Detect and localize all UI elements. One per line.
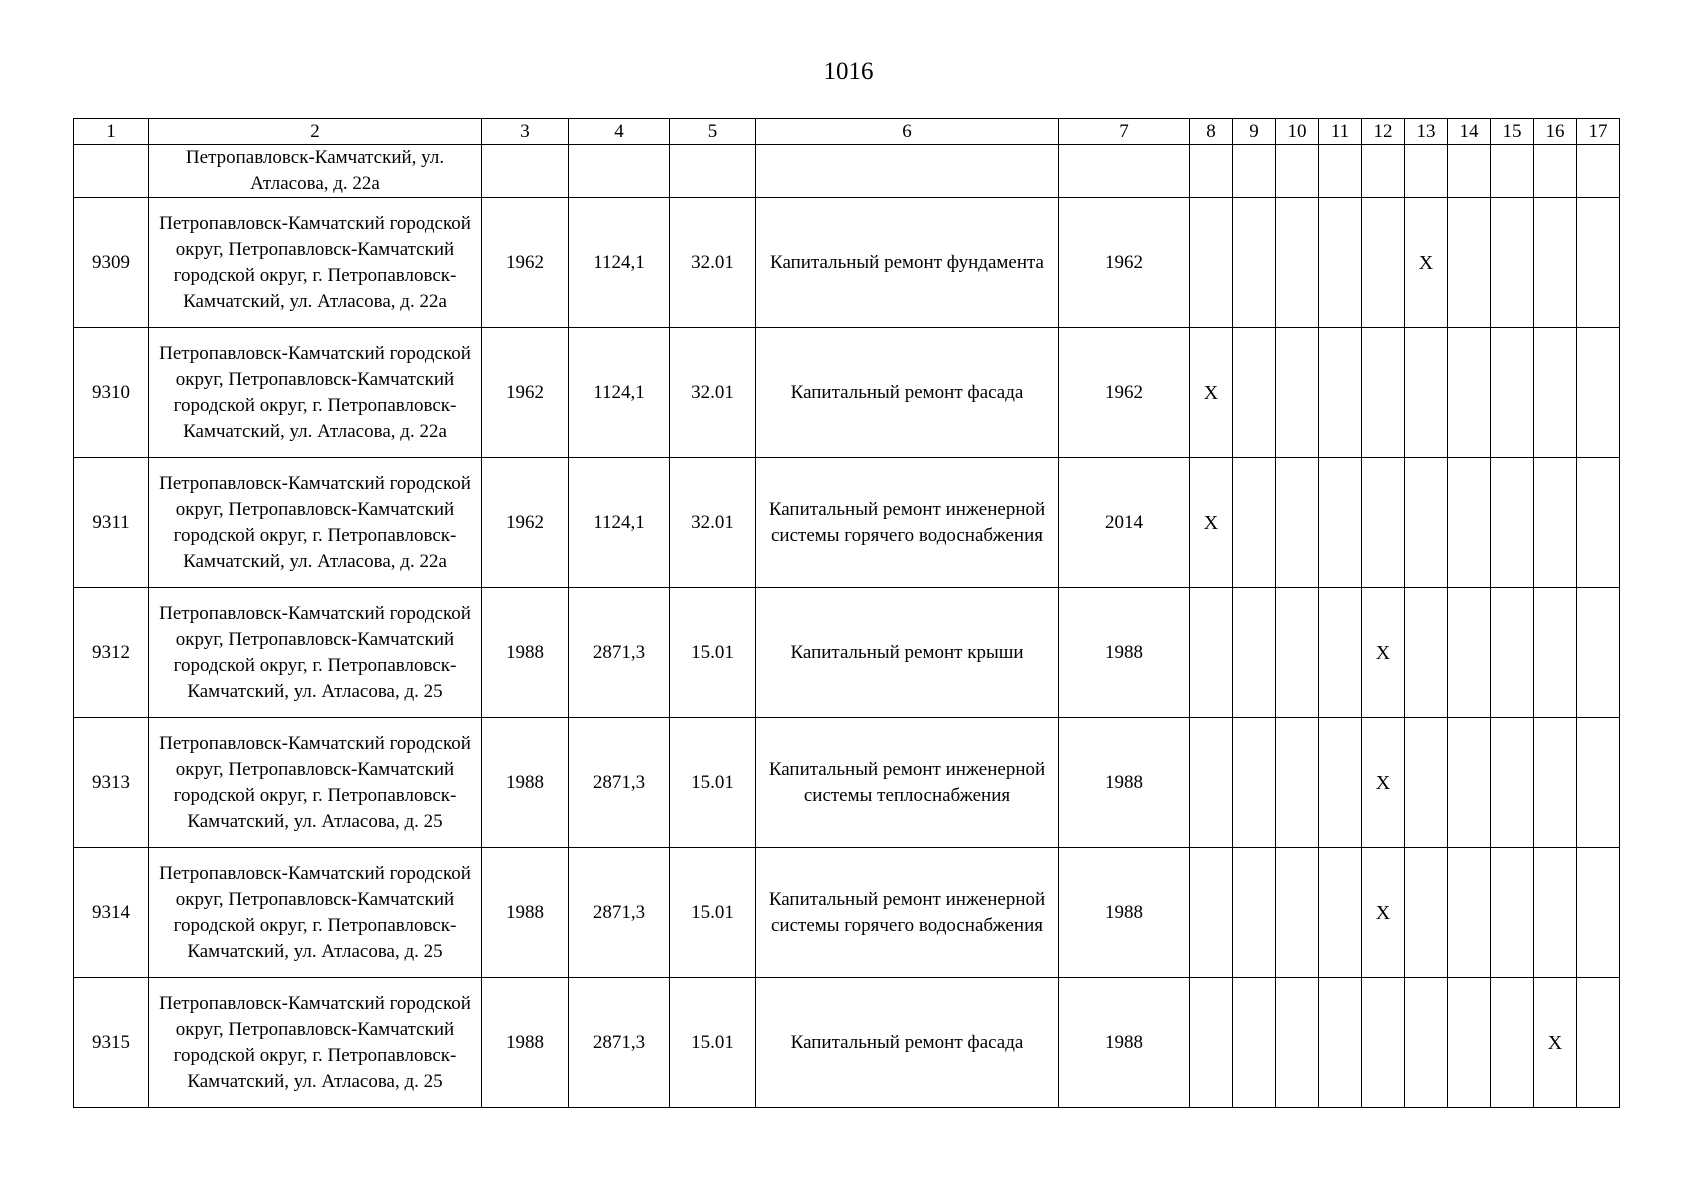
mark-cell [1276, 145, 1319, 198]
area-cell: 1124,1 [569, 458, 670, 588]
mark-cell: X [1405, 198, 1448, 328]
mark-cell [1577, 978, 1620, 1108]
area-cell: 2871,3 [569, 978, 670, 1108]
mark-cell: X [1190, 458, 1233, 588]
work-type-cell: Капитальный ремонт фасада [756, 978, 1059, 1108]
mark-cell [1233, 848, 1276, 978]
mark-cell [1319, 328, 1362, 458]
continuation-row [74, 145, 1620, 198]
mark-cell [1233, 458, 1276, 588]
build-year-cell: 1962 [482, 458, 569, 588]
mark-cell [1491, 978, 1534, 1108]
mark-cell [1276, 328, 1319, 458]
mark-cell [1405, 145, 1448, 198]
mark-cell [1362, 328, 1405, 458]
mark-cell [1491, 718, 1534, 848]
column-header: 8 [1190, 119, 1233, 145]
mark-cell [1448, 588, 1491, 718]
mark-cell [1319, 198, 1362, 328]
empty-cell [1059, 145, 1190, 198]
work-type-cell: Капитальный ремонт инженерной системы теплоснабжения [756, 718, 1059, 848]
id-cell: 9309 [74, 198, 149, 328]
mark-cell [1319, 588, 1362, 718]
column-header: 13 [1405, 119, 1448, 145]
address-cell: Петропавловск-Камчатский, ул. Атласова, д. 22а [149, 145, 482, 198]
mark-cell [1577, 848, 1620, 978]
mark-cell [1319, 848, 1362, 978]
address-cell: Петропавловск-Камчатский городской округ, Петропавловск-Камчатский городской округ, г. Петропавловск-Камчатский, ул. Атласова, д. 22а [149, 328, 482, 458]
id-cell: 9312 [74, 588, 149, 718]
column-header: 1 [74, 119, 149, 145]
mark-cell [1405, 978, 1448, 1108]
mark-cell [1405, 458, 1448, 588]
column-header: 17 [1577, 119, 1620, 145]
mark-cell [1276, 458, 1319, 588]
column-header: 5 [670, 119, 756, 145]
address-cell: Петропавловск-Камчатский городской округ, Петропавловск-Камчатский городской округ, г. Петропавловск-Камчатский, ул. Атласова, д. 25 [149, 978, 482, 1108]
table-header [74, 119, 1620, 145]
mark-cell [1491, 588, 1534, 718]
mark-cell [1448, 328, 1491, 458]
code-cell: 15.01 [670, 848, 756, 978]
mark-cell [1491, 458, 1534, 588]
work-type-cell: Капитальный ремонт фасада [756, 328, 1059, 458]
build-year-cell: 1962 [482, 198, 569, 328]
table-row [74, 978, 1620, 1108]
mark-cell [1577, 718, 1620, 848]
last-repair-year-cell: 1962 [1059, 198, 1190, 328]
last-repair-year-cell: 1988 [1059, 848, 1190, 978]
last-repair-year-cell: 1988 [1059, 588, 1190, 718]
mark-cell [1448, 848, 1491, 978]
area-cell: 1124,1 [569, 328, 670, 458]
empty-cell [756, 145, 1059, 198]
table-row [74, 328, 1620, 458]
table-row [74, 458, 1620, 588]
id-cell [74, 145, 149, 198]
build-year-cell: 1988 [482, 588, 569, 718]
mark-cell [1362, 198, 1405, 328]
address-cell: Петропавловск-Камчатский городской округ, Петропавловск-Камчатский городской округ, г. Петропавловск-Камчатский, ул. Атласова, д. 25 [149, 848, 482, 978]
mark-cell: X [1362, 848, 1405, 978]
code-cell: 32.01 [670, 198, 756, 328]
mark-cell [1276, 588, 1319, 718]
code-cell: 15.01 [670, 588, 756, 718]
last-repair-year-cell: 1962 [1059, 328, 1190, 458]
mark-cell [1534, 198, 1577, 328]
column-header: 16 [1534, 119, 1577, 145]
mark-cell [1190, 848, 1233, 978]
column-header: 14 [1448, 119, 1491, 145]
mark-cell [1190, 718, 1233, 848]
mark-cell [1190, 978, 1233, 1108]
column-header: 12 [1362, 119, 1405, 145]
mark-cell [1362, 145, 1405, 198]
mark-cell [1276, 718, 1319, 848]
mark-cell [1577, 588, 1620, 718]
mark-cell [1233, 328, 1276, 458]
column-header: 10 [1276, 119, 1319, 145]
mark-cell: X [1362, 718, 1405, 848]
mark-cell [1577, 145, 1620, 198]
mark-cell [1448, 198, 1491, 328]
id-cell: 9310 [74, 328, 149, 458]
column-header: 11 [1319, 119, 1362, 145]
mark-cell [1190, 588, 1233, 718]
page-number: 1016 [823, 58, 874, 85]
mark-cell [1491, 198, 1534, 328]
column-header: 6 [756, 119, 1059, 145]
mark-cell [1491, 328, 1534, 458]
area-cell: 2871,3 [569, 848, 670, 978]
column-header: 3 [482, 119, 569, 145]
area-cell: 2871,3 [569, 718, 670, 848]
last-repair-year-cell: 1988 [1059, 718, 1190, 848]
mark-cell [1534, 145, 1577, 198]
build-year-cell: 1988 [482, 978, 569, 1108]
register-table [73, 118, 1620, 1108]
mark-cell: X [1362, 588, 1405, 718]
mark-cell [1190, 145, 1233, 198]
build-year-cell: 1962 [482, 328, 569, 458]
mark-cell [1448, 145, 1491, 198]
mark-cell [1577, 328, 1620, 458]
empty-cell [569, 145, 670, 198]
mark-cell [1362, 978, 1405, 1108]
mark-cell [1577, 198, 1620, 328]
id-cell: 9311 [74, 458, 149, 588]
address-cell: Петропавловск-Камчатский городской округ, Петропавловск-Камчатский городской округ, г. Петропавловск-Камчатский, ул. Атласова, д. 22а [149, 458, 482, 588]
mark-cell [1233, 978, 1276, 1108]
address-cell: Петропавловск-Камчатский городской округ, Петропавловск-Камчатский городской округ, г. Петропавловск-Камчатский, ул. Атласова, д. 25 [149, 718, 482, 848]
work-type-cell: Капитальный ремонт фундамента [756, 198, 1059, 328]
table-row [74, 198, 1620, 328]
mark-cell [1190, 198, 1233, 328]
column-header: 2 [149, 119, 482, 145]
mark-cell [1233, 198, 1276, 328]
mark-cell [1233, 718, 1276, 848]
column-header: 4 [569, 119, 670, 145]
mark-cell [1276, 198, 1319, 328]
mark-cell [1448, 978, 1491, 1108]
mark-cell [1319, 458, 1362, 588]
mark-cell [1534, 718, 1577, 848]
table-row [74, 718, 1620, 848]
mark-cell [1491, 145, 1534, 198]
work-type-cell: Капитальный ремонт инженерной системы горячего водоснабжения [756, 458, 1059, 588]
mark-cell [1577, 458, 1620, 588]
work-type-cell: Капитальный ремонт крыши [756, 588, 1059, 718]
mark-cell [1233, 588, 1276, 718]
address-cell: Петропавловск-Камчатский городской округ, Петропавловск-Камчатский городской округ, г. Петропавловск-Камчатский, ул. Атласова, д. 25 [149, 588, 482, 718]
mark-cell [1534, 458, 1577, 588]
code-cell: 15.01 [670, 718, 756, 848]
mark-cell [1362, 458, 1405, 588]
mark-cell [1405, 588, 1448, 718]
code-cell: 15.01 [670, 978, 756, 1108]
id-cell: 9315 [74, 978, 149, 1108]
mark-cell [1534, 328, 1577, 458]
mark-cell [1448, 718, 1491, 848]
table-body [74, 145, 1620, 1108]
column-header: 15 [1491, 119, 1534, 145]
mark-cell [1448, 458, 1491, 588]
id-cell: 9314 [74, 848, 149, 978]
mark-cell: X [1534, 978, 1577, 1108]
area-cell: 1124,1 [569, 198, 670, 328]
build-year-cell: 1988 [482, 848, 569, 978]
mark-cell [1405, 848, 1448, 978]
mark-cell [1276, 848, 1319, 978]
table-row [74, 588, 1620, 718]
work-type-cell: Капитальный ремонт инженерной системы горячего водоснабжения [756, 848, 1059, 978]
last-repair-year-cell: 1988 [1059, 978, 1190, 1108]
table-row [74, 848, 1620, 978]
id-cell: 9313 [74, 718, 149, 848]
area-cell: 2871,3 [569, 588, 670, 718]
last-repair-year-cell: 2014 [1059, 458, 1190, 588]
build-year-cell: 1988 [482, 718, 569, 848]
code-cell: 32.01 [670, 458, 756, 588]
mark-cell [1491, 848, 1534, 978]
address-cell: Петропавловск-Камчатский городской округ, Петропавловск-Камчатский городской округ, г. Петропавловск-Камчатский, ул. Атласова, д. 22а [149, 198, 482, 328]
mark-cell: X [1190, 328, 1233, 458]
mark-cell [1319, 145, 1362, 198]
mark-cell [1276, 978, 1319, 1108]
mark-cell [1319, 978, 1362, 1108]
header-row [74, 119, 1620, 145]
mark-cell [1233, 145, 1276, 198]
code-cell: 32.01 [670, 328, 756, 458]
mark-cell [1319, 718, 1362, 848]
column-header: 9 [1233, 119, 1276, 145]
mark-cell [1405, 328, 1448, 458]
empty-cell [670, 145, 756, 198]
mark-cell [1405, 718, 1448, 848]
mark-cell [1534, 848, 1577, 978]
empty-cell [482, 145, 569, 198]
mark-cell [1534, 588, 1577, 718]
column-header: 7 [1059, 119, 1190, 145]
